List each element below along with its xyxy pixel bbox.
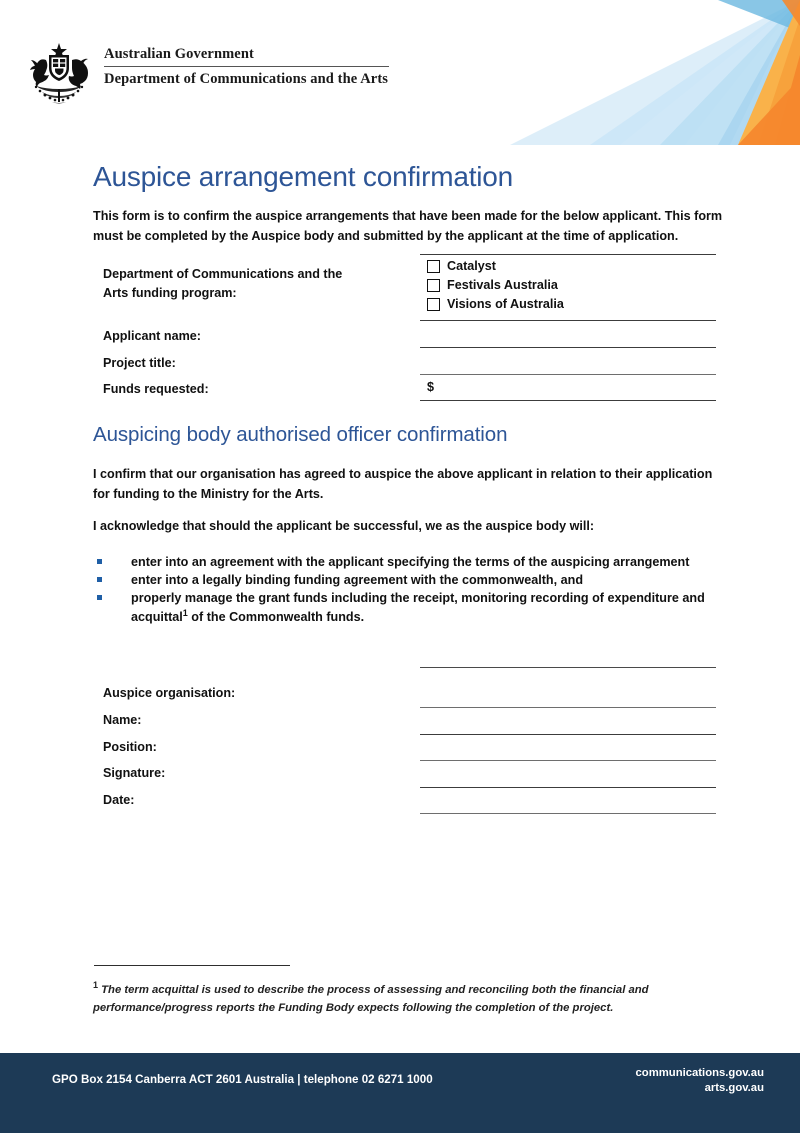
applicant-name-label: Applicant name: (103, 329, 201, 343)
australian-government-text: Australian Government (104, 46, 254, 62)
auspice-organisation-label: Auspice organisation: (103, 686, 236, 700)
confirmation-paragraph-1: I confirm that our organisation has agreed to auspice the above applicant in relation to their application for funding to the Ministry for the Arts. (93, 467, 713, 501)
checkbox-label-catalyst: Catalyst (447, 259, 496, 273)
department-name-text: Department of Communications and the Arts (104, 71, 389, 88)
bullet-marker-icon (97, 595, 102, 600)
confirmation-heading: Auspicing body authorised officer confirmation (93, 423, 508, 446)
checkbox-row-festivals-australia[interactable] (427, 276, 564, 294)
footnote-text (93, 981, 693, 1017)
signature-input-rule[interactable] (420, 760, 716, 761)
checkbox-label-visions-of-australia: Visions of Australia (447, 297, 564, 311)
bullet-marker-icon (97, 577, 102, 582)
name-label: Name: (103, 713, 142, 727)
footer-websites (636, 1066, 764, 1097)
position-input-rule[interactable] (420, 734, 716, 735)
position-label: Position: (103, 740, 157, 754)
footer-url-communications[interactable]: communications.gov.au (635, 1067, 764, 1079)
date-label: Date: (103, 793, 135, 807)
footnote-reference-marker: 1 (182, 607, 188, 618)
checkbox-catalyst[interactable] (427, 260, 440, 273)
list-item-text-main: properly manage the grant funds including the receipt, monitoring recording of expenditure and acquittal (131, 591, 705, 624)
funds-requested-input-rule[interactable] (420, 400, 716, 401)
intro-paragraph: This form is to confirm the auspice arrangements that have been made for the below applicant. This form must be completed by the Auspice body and submitted by the applicant at the time of application. (93, 209, 723, 243)
wordmark-divider (104, 66, 389, 67)
checkbox-row-catalyst[interactable] (427, 257, 564, 275)
checkbox-festivals-australia[interactable] (427, 279, 440, 292)
list-item-text: enter into an agreement with the applicant specifying the terms of the auspicing arrangement (131, 555, 690, 569)
program-field-rule-top (420, 254, 716, 255)
project-title-input-rule[interactable] (420, 374, 716, 375)
auspice-organisation-input-rule[interactable] (420, 667, 716, 668)
checkbox-row-visions-of-australia[interactable] (427, 295, 564, 313)
confirmation-paragraph-2: I acknowledge that should the applicant be successful, we as the auspice body will: (93, 519, 595, 533)
list-item (93, 553, 725, 572)
signature-label: Signature: (103, 766, 166, 780)
project-title-label: Project title: (103, 356, 176, 370)
banner-decoration (470, 0, 800, 145)
list-item (93, 571, 725, 590)
footnote-separator (94, 965, 290, 966)
list-item (93, 589, 725, 627)
date-input-rule[interactable] (420, 787, 716, 788)
department-wordmark (104, 42, 389, 88)
program-label: Department of Communications and the Arts funding program: (103, 267, 343, 300)
applicant-name-input-rule[interactable] (420, 347, 716, 348)
bullet-marker-icon (97, 559, 102, 564)
funds-currency-prefix: $ (427, 380, 435, 394)
footnote-body: The term acquittal is used to describe the process of assessing and reconciling both the financial and performance/progress reports the Funding Body expects following the completion of the project. (93, 984, 649, 1015)
checkbox-visions-of-australia[interactable] (427, 298, 440, 311)
funds-requested-label: Funds requested: (103, 382, 209, 396)
list-item-text (131, 589, 725, 627)
list-item-text-tail: of the Commonwealth funds. (187, 609, 365, 624)
footnote-marker: 1 (93, 980, 99, 991)
name-input-rule[interactable] (420, 707, 716, 708)
program-field-rule-bottom[interactable] (420, 320, 716, 321)
list-item-text: enter into a legally binding funding agreement with the commonwealth, and (131, 573, 584, 587)
government-branding (22, 42, 389, 106)
footer-url-arts[interactable]: arts.gov.au (704, 1082, 764, 1095)
page-footer (0, 1053, 800, 1133)
page-title: Auspice arrangement confirmation (93, 161, 514, 192)
checkbox-label-festivals-australia: Festivals Australia (447, 278, 558, 292)
date-input-rule-bottom[interactable] (420, 813, 716, 814)
page-header (0, 0, 800, 145)
coat-of-arms-icon (22, 42, 96, 106)
program-checkbox-group (427, 257, 564, 314)
footer-address: GPO Box 2154 Canberra ACT 2601 Australia | telephone 02 6271 1000 (52, 1073, 433, 1086)
